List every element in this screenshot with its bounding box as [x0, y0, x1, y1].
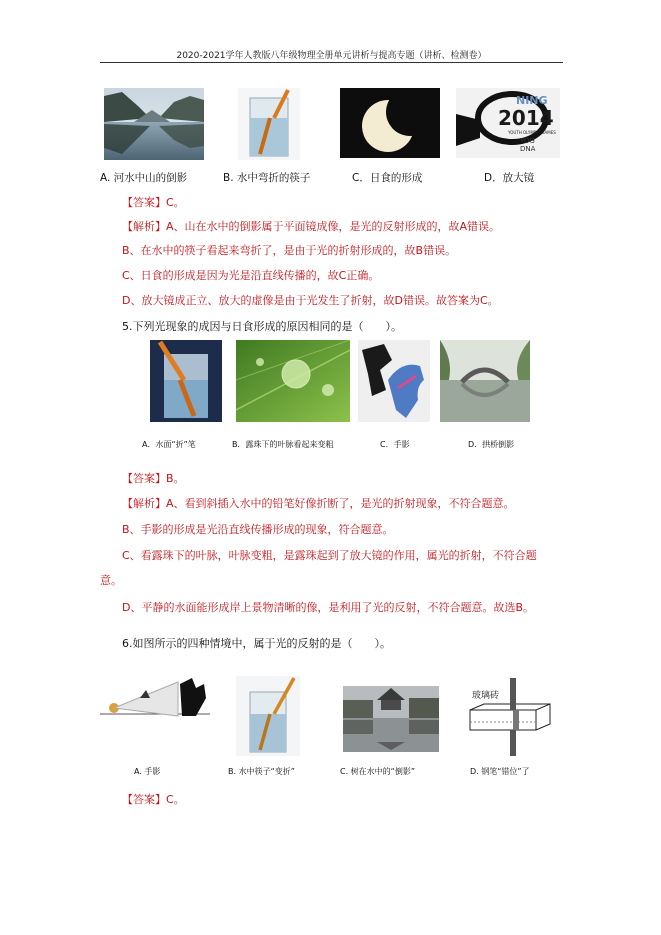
q6-answer: 【答案】C。 [122, 793, 185, 806]
q6-caption-d: D. 钢笔“错位”了 [470, 767, 530, 776]
q4-caption-c: C．日食的形成 [352, 172, 423, 184]
magnifier-sub3-text: DNA [520, 145, 536, 153]
q4-analysis-line-3: C、日食的形成是因为光是沿直线传播的，故C正确。 [122, 269, 380, 282]
q4-analysis-line-2: B、在水中的筷子看起来弯折了，是由于光的折射形成的，故B错误。 [122, 244, 457, 257]
q5-analysis-line-1: 【解析】A、看到斜插入水中的铅笔好像折断了，是光的折射现象，不符合题意。 [122, 497, 515, 510]
chopsticks-bent-image [236, 676, 300, 756]
solar-eclipse-image [340, 88, 440, 158]
header-rule [100, 62, 563, 63]
q6-caption-c: C. 树在水中的“倒影” [340, 767, 415, 776]
magnifier-sub1-text: YOUTH OLYMPIC GAMES [508, 130, 556, 135]
q6-question: 6.如图所示的四种情境中，属于光的反射的是（ ）。 [122, 637, 391, 650]
q5-question: 5.下列光现象的成因与日食形成的原因相同的是（ ）。 [122, 320, 402, 333]
pen-glass-block-diagram [466, 676, 558, 758]
q4-analysis-line-4: D、放大镜成正立、放大的虚像是由于光发生了折射，故D错误。故答案为C。 [122, 294, 499, 307]
q4-analysis-line-1: 【解析】A、山在水中的倒影属于平面镜成像，是光的反射形成的，故A错误。 [122, 220, 501, 233]
q6-caption-a: A. 手影 [134, 767, 161, 776]
magnifier-brand-text: NING [516, 94, 548, 107]
arch-bridge-reflection-image [440, 340, 530, 422]
magnifier-year-text: 2014 [498, 106, 554, 130]
q5-analysis-line-4: 意。 [100, 574, 122, 587]
q5-caption-b: B．露珠下的叶脉看起来变粗 [232, 440, 334, 449]
q4-caption-d: D．放大镜 [484, 172, 535, 184]
mountain-reflection-image [104, 88, 204, 160]
q5-caption-d: D．拱桥倒影 [468, 440, 515, 449]
q4-answer: 【答案】C。 [122, 196, 185, 209]
q6-caption-b: B. 水中筷子“变折” [228, 767, 295, 776]
q4-caption-b: B. 水中弯折的筷子 [223, 172, 311, 184]
hand-shadow-diagram [100, 676, 210, 720]
dewdrop-leaf-image [236, 340, 350, 422]
glass-block-label: 玻璃砖 [472, 691, 500, 701]
q5-analysis-line-3: C、看露珠下的叶脉，叶脉变粗，是露珠起到了放大镜的作用，属光的折射，不符合题 [122, 549, 537, 562]
magnifier-sub2-text: YOG [520, 137, 535, 145]
hand-shadow-image [358, 340, 430, 422]
page-header: 2020-2021学年人教版八年级物理全册单元讲析与提高专题（讲析、检测卷） [176, 51, 487, 61]
magnifier-image [456, 88, 560, 158]
q5-analysis-line-5: D、平静的水面能形成岸上景物清晰的像，是利用了光的反射，不符合题意。故选B。 [122, 601, 535, 614]
q5-analysis-line-2: B、手影的形成是光沿直线传播形成的现象，符合题意。 [122, 523, 394, 536]
tree-reflection-image [343, 686, 439, 752]
q5-answer: 【答案】B。 [122, 472, 185, 485]
q5-caption-a: A．水面“折”笔 [142, 440, 196, 449]
q4-caption-a: A. 河水中山的倒影 [100, 172, 188, 184]
chopsticks-in-water-image [238, 88, 300, 160]
q5-caption-c: C．手影 [380, 440, 410, 449]
pencil-in-water-image [150, 340, 222, 422]
